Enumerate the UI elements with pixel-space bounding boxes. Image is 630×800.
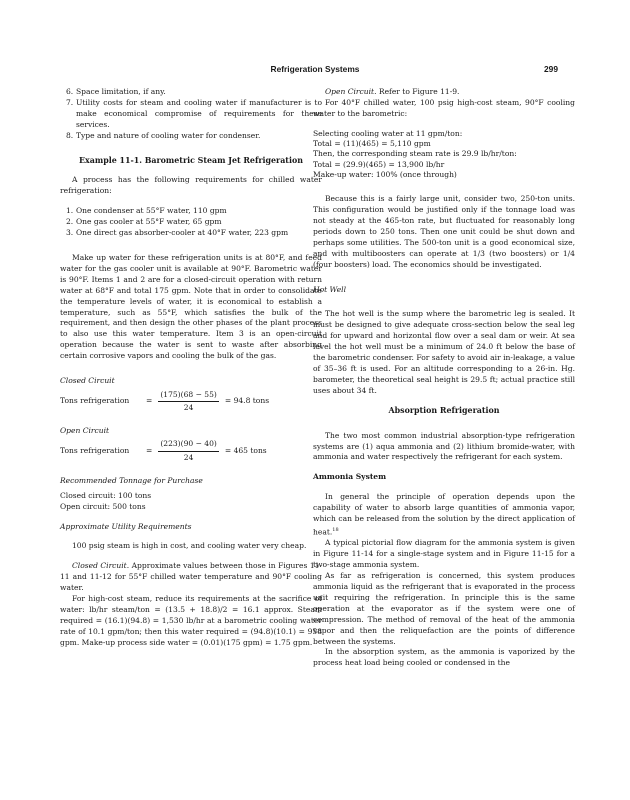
left-column — [60, 87, 322, 649]
footnote-ref: 18 — [332, 526, 339, 533]
running-header — [60, 64, 570, 78]
calculation-block — [313, 129, 575, 180]
intro-paragraph: A process has the following requirements for chilled water refrigeration: — [60, 175, 322, 196]
calc-line: Selecting cooling water at 11 gpm/ton: — [313, 128, 463, 138]
list-item: 7. Utility costs for steam and cooling water if manufacturer is to make economical compromise of requirements for these services. — [66, 97, 322, 129]
highcost-paragraph: For high-cost steam, reduce its requirements at the sacrifice of water: lb/hr steam/ton = (13.5 + 18.8)/2 = 16.1 approx. Steam required = (16.1)(94.8) = 1,530 lb/hr at a barometric cooling water rate of 10.1 gpm/ton; then this water required = (94.8)(10.1) = 958 gpm. Make-up process side water = (0.01)(175 gpm) = 1.75 gpm. — [60, 594, 322, 647]
absorption-paragraph: The two most common industrial absorption-type refrigeration systems are (1) aqua ammonia and (2) lithium bromide-water, with ammonia and water respectively the refrigerant for each system. — [313, 430, 575, 462]
recommended-heading: Recommended Tonnage for Purchase — [60, 475, 203, 485]
asfar-paragraph: As far as refrigeration is concerned, this system produces ammonia liquid as the refrigerant that is evaporated in the process unit requiring the refrigeration. In principle this is the same operation at the evaporator as if the system were one of compression. The method of removal of the heat of the ammonia vapor and then the reliquefaction are the points of difference between the systems. — [313, 571, 575, 646]
makeup-paragraph: Make up water for these refrigeration units is at 80°F, and feed water for the gas cooler unit is available at 90°F. Barometric water is 90°F. Items 1 and 2 are for a closed-circuit operation with return water at 68°F and total 175 gpm. Note that in order to consolidate the temperature levels of water, it is economical to establish a temperature, such as 55°F, which satisfies the bulk of the requirement, and then design the other phases of the plant process to also use this water temperature. Item 3 is an open-circuit operation because the water is sent to waste after absorbing certain corrosive vapors and cooling the bulk of the gas. — [60, 252, 322, 361]
list-item: 6. Space limitation, if any. — [66, 87, 166, 96]
open-circuit-heading: Open Circuit — [60, 425, 110, 435]
chilled-40f-paragraph: For 40°F chilled water, 100 psig high-cost steam, 90°F cooling water to the barometric: — [313, 97, 575, 118]
open-tons: Open circuit: 500 tons — [60, 501, 146, 511]
page-number: 299 — [544, 64, 558, 74]
pictorial-paragraph: A typical pictorial flow diagram for the ammonia system is given in Figure 11-14 for a single-stage system and in Figure 11-15 for a two-stage ammonia system. — [313, 538, 575, 570]
closed-tons: Closed circuit: 100 tons — [60, 490, 152, 500]
ammonia-heading: Ammonia System — [313, 472, 387, 482]
equation-open: Tons refrigeration = $\frac{(223)(90 - 40)}{24}$ = 465 tons — [60, 439, 267, 463]
right-column — [313, 87, 575, 669]
absorption-system-paragraph: In the absorption system, as the ammonia is vaporized by the process heat load being cooled or condensed in the — [313, 647, 575, 668]
absorption-heading: Absorption Refrigeration — [388, 405, 500, 415]
approx-heading: Approximate Utility Requirements — [60, 521, 192, 531]
list-item: 8. Type and nature of cooling water for condenser. — [66, 130, 261, 140]
requirement-item: 2. One gas cooler at 55°F water, 65 gpm — [66, 217, 222, 227]
general-paragraph: In general the principle of operation depends upon the capability of water to absorb large quantities of ammonia vapor, which can be released from the solution by the direct application of heat.$^{18}$ — [313, 492, 575, 537]
psig-paragraph: 100 psig steam is high in cost, and cooling water very cheap. — [72, 541, 307, 551]
example-heading: Example 11-1. Barometric Steam Jet Refrigeration — [79, 155, 303, 165]
open-circuit-ref: Open Circuit. Refer to Figure 11-9. — [325, 87, 460, 96]
cost-paragraph: Because this is a fairly large unit, consider two, 250-ton units. This configuration would be justified only if the tonnage load was not steady at the 465-ton rate, but fluctuated for reasonably long periods down to 250 tons. Then one unit could be shut down and perhaps some utilities. The 500-ton unit is a good economical size, and with multiboosters can operate at 1/3 (two boosters) or 1/4 (four boosters) load. The economics should be investigated. — [313, 194, 575, 269]
closed-circuit-paragraph: Closed Circuit. Approximate values between those in Figures 11-11 and 11-12 for 55°F chilled water temperature and 90°F cooling water. — [60, 561, 322, 593]
hotwell-paragraph: The hot well is the sump where the barometric leg is sealed. It must be designed to give adequate cross-section below the seal leg and for upward and horizontal flow over a seal dam or weir. At sea level the hot well must be a minimum of 24.0 ft below the base of the barometric condenser. For safety to avoid air in-leakage, a value of 35–36 ft is used. For an altitude corresponding to a 26-in. Hg. barometer, the theoretical seal height is 29.5 ft; actual practice still uses about 34 ft. — [313, 309, 575, 395]
requirement-item: 1. One condenser at 55°F water, 110 gpm — [66, 206, 227, 216]
requirement-item: 3. One direct gas absorber-cooler at 40°F water, 223 gpm — [66, 228, 289, 238]
running-title: Refrigeration Systems — [270, 64, 360, 74]
calc-line: Total = (11)(465) = 5,110 gpm — [313, 139, 431, 149]
closed-circuit-heading: Closed Circuit — [60, 376, 115, 386]
hotwell-heading: Hot Well — [313, 284, 346, 294]
equation-closed: Tons refrigeration = $\frac{(175)(68 - 55)}{24}$ = 94.8 tons — [60, 389, 270, 413]
calc-line: Total = (29.9)(465) = 13,900 lb/hr — [313, 159, 445, 169]
calc-line: Then, the corresponding steam rate is 29.9 lb/hr/ton: — [313, 149, 517, 159]
calc-line: Make-up water: 100% (once through) — [313, 169, 457, 179]
